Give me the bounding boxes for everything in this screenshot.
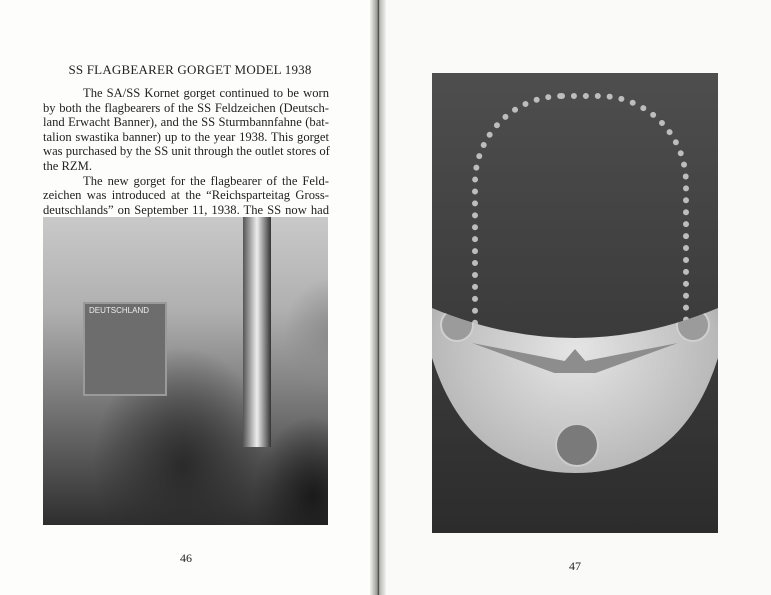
text-line: by both the flagbearers of the SS Feldzeichen (Deutsch- [43,100,329,115]
text-line: the RZM. [43,158,92,173]
banner-label: DEUTSCHLAND [89,306,150,315]
left-boss-icon [440,308,474,342]
text-line: land Erwacht Banner), and the SS Sturmbannfahne (bat- [43,115,329,130]
text-line: deutschlands” on September 11, 1938. The SS now had [43,202,329,217]
page-number-right: 47 [569,559,581,573]
flag [243,217,271,447]
text-line: talion swastika banner) up to the year 1938. This gorget [43,129,329,144]
rally-photograph [43,217,328,525]
banner [83,302,167,396]
gorget-chain [472,93,689,329]
wreath-emblem-icon [555,423,599,467]
text-line: zeichen was introduced at the “Reichsparteitag Gross- [43,188,329,203]
gorget-photograph [432,73,718,533]
text-line: was purchased by the SS unit through the outlet stores of [43,144,330,159]
page-title: SS FLAGBEARER GORGET MODEL 1938 [68,62,312,77]
text-line: The SA/SS Kornet gorget continued to be worn [83,86,329,100]
eagle-emblem-icon [472,343,678,373]
page-number-left: 46 [180,551,192,565]
book-gutter [370,0,386,595]
body-text [43,86,329,217]
text-line: The new gorget for the flagbearer of the Feld- [83,173,329,188]
